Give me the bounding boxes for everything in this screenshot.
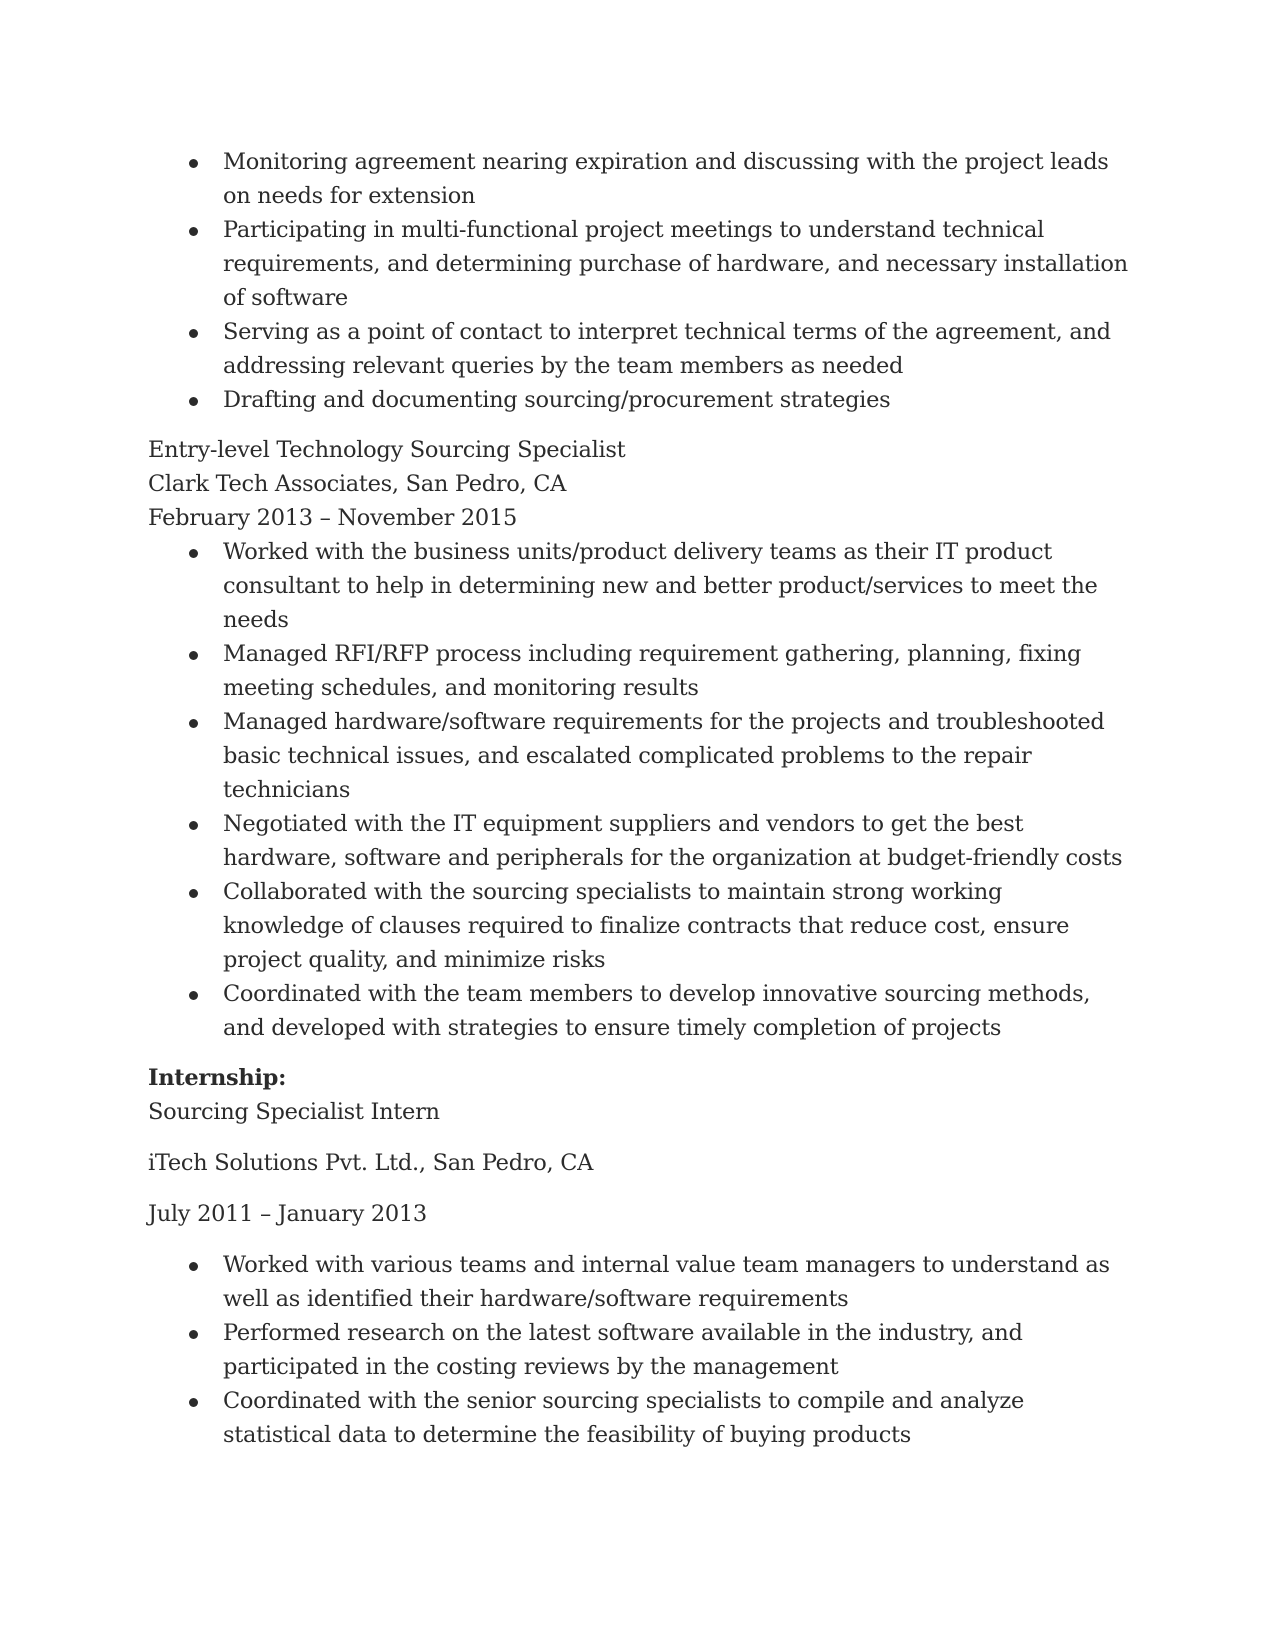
list-item: Managed hardware/software requirements for the projects and troubleshooted basic technical issues, and escalated complicated problems to the repair technicians xyxy=(148,705,1128,807)
bullet-icon xyxy=(189,1330,198,1339)
bullet-icon xyxy=(189,227,198,236)
list-item: Monitoring agreement nearing expiration and discussing with the project leads on needs for extension xyxy=(148,145,1128,213)
internship-title: Sourcing Specialist Intern xyxy=(148,1099,440,1125)
bullet-icon xyxy=(189,889,198,898)
job-title: Entry-level Technology Sourcing Specialist xyxy=(148,437,626,463)
internship-company: iTech Solutions Pvt. Ltd., San Pedro, CA xyxy=(148,1150,594,1176)
bullet-icon xyxy=(189,991,198,1000)
list-item: Participating in multi-functional project meetings to understand technical requirements, and determining purchase of hardware, and necessary installation of software xyxy=(148,213,1128,315)
list-item: Negotiated with the IT equipment suppliers and vendors to get the best hardware, software and peripherals for the organization at budget-friendly costs xyxy=(148,807,1128,875)
list-item: Collaborated with the sourcing specialists to maintain strong working knowledge of clauses required to finalize contracts that reduce cost, ensure project quality, and minimize risks xyxy=(148,875,1128,977)
bullet-icon xyxy=(189,719,198,728)
bullet-icon xyxy=(189,329,198,338)
employment-dates: February 2013 – November 2015 xyxy=(148,505,517,531)
internship-bullets-list xyxy=(148,1248,1128,1452)
list-item: Managed RFI/RFP process including requirement gathering, planning, fixing meeting schedules, and monitoring results xyxy=(148,637,1128,705)
list-item: Worked with various teams and internal value team managers to understand as well as identified their hardware/software requirements xyxy=(148,1248,1128,1316)
bullet-icon xyxy=(189,1262,198,1271)
list-item: Drafting and documenting sourcing/procurement strategies xyxy=(148,383,1128,417)
internship-dates: July 2011 – January 2013 xyxy=(148,1201,427,1227)
bullet-icon xyxy=(189,1398,198,1407)
resume-content xyxy=(148,145,1128,1452)
experience-bullets-list xyxy=(148,145,1128,417)
list-item: Serving as a point of contact to interpret technical terms of the agreement, and addressing relevant queries by the team members as needed xyxy=(148,315,1128,383)
list-item: Worked with the business units/product delivery teams as their IT product consultant to help in determining new and better product/services to meet the needs xyxy=(148,535,1128,637)
list-item: Coordinated with the senior sourcing specialists to compile and analyze statistical data to determine the feasibility of buying products xyxy=(148,1384,1128,1452)
list-item: Performed research on the latest software available in the industry, and participated in the costing reviews by the management xyxy=(148,1316,1128,1384)
bullet-icon xyxy=(189,159,198,168)
internship-heading: Internship: xyxy=(148,1065,287,1091)
bullet-icon xyxy=(189,651,198,660)
job-bullets-list xyxy=(148,535,1128,1045)
company-location: Clark Tech Associates, San Pedro, CA xyxy=(148,471,567,497)
bullet-icon xyxy=(189,821,198,830)
bullet-icon xyxy=(189,549,198,558)
list-item: Coordinated with the team members to develop innovative sourcing methods, and developed with strategies to ensure timely completion of projects xyxy=(148,977,1128,1045)
bullet-icon xyxy=(189,397,198,406)
